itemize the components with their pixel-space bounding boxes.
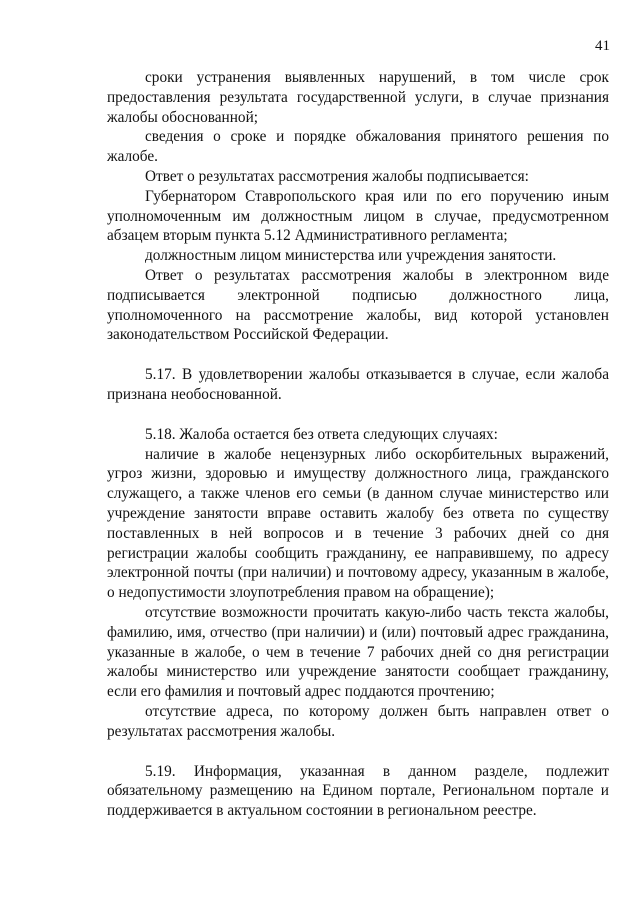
paragraph: отсутствие возможности прочитать какую-либо часть текста жалобы, фамилию, имя, отчество (при наличии) и (или) почтовый адрес гражданина, указанные в жалобе, о чем в течение 7 рабочих дней со дня регистрации жалобы министерство или учреждение занятости сообщает гражданину, если его фамилия и почтовый адрес поддаются прочтению; — [107, 603, 609, 701]
paragraph-5-17: 5.17. В удовлетворении жалобы отказывается в случае, если жалоба признана необоснованной. — [107, 366, 609, 403]
paragraph: должностным лицом министерства или учреждения занятости. — [145, 247, 557, 265]
paragraph: Губернатором Ставропольского края или по его поручению иным уполномоченным им должностным лицом в случае, предусмотренном абзацем вторым пункта 5.12 Административного регламента; — [107, 187, 609, 245]
paragraph: сроки устранения выявленных нарушений, в том числе срок предоставления результата государственной услуги, в случае признания жалобы обоснованной; — [107, 69, 609, 126]
paragraph: наличие в жалобе нецензурных либо оскорбительных выражений, угроз жизни, здоровью и имуществу должностного лица, гражданского служащего, а также членов его семьи (в данном случае министерство или учреждение занятости вправе оставить жалобу без ответа по существу поставленных в ней вопросов и в течение 3 рабочих дней со дня регистрации жалобы сообщить гражданину, ее направившему, по адресу электронной почты (при наличии) и почтовому адресу, указанным в жалобе, о недопустимости злоупотребления правом на обращение); — [107, 445, 609, 602]
paragraph: сведения о сроке и порядке обжалования принятого решения по жалобе. — [107, 128, 609, 166]
paragraph: Ответ о результатах рассмотрения жалобы в электронном виде подписывается электронной подписью должностного лица, уполномоченного на рассмотрение жалобы, вид которой установлен законодательством Российской Федерации. — [107, 266, 609, 344]
document-body — [107, 68, 609, 821]
paragraph: Ответ о результатах рассмотрения жалобы подписывается: — [145, 167, 529, 185]
paragraph-5-18: 5.18. Жалоба остается без ответа следующих случаях: — [145, 425, 498, 443]
page-number: 41 — [595, 38, 610, 54]
paragraph-5-19: 5.19. Информация, указанная в данном разделе, подлежит обязательному размещению на Едином портале, Региональном портале и поддерживается в актуальном состоянии в региональном реестре. — [107, 762, 609, 820]
paragraph: отсутствие адреса, по которому должен быть направлен ответ о результатах рассмотрения жалобы. — [107, 702, 609, 740]
